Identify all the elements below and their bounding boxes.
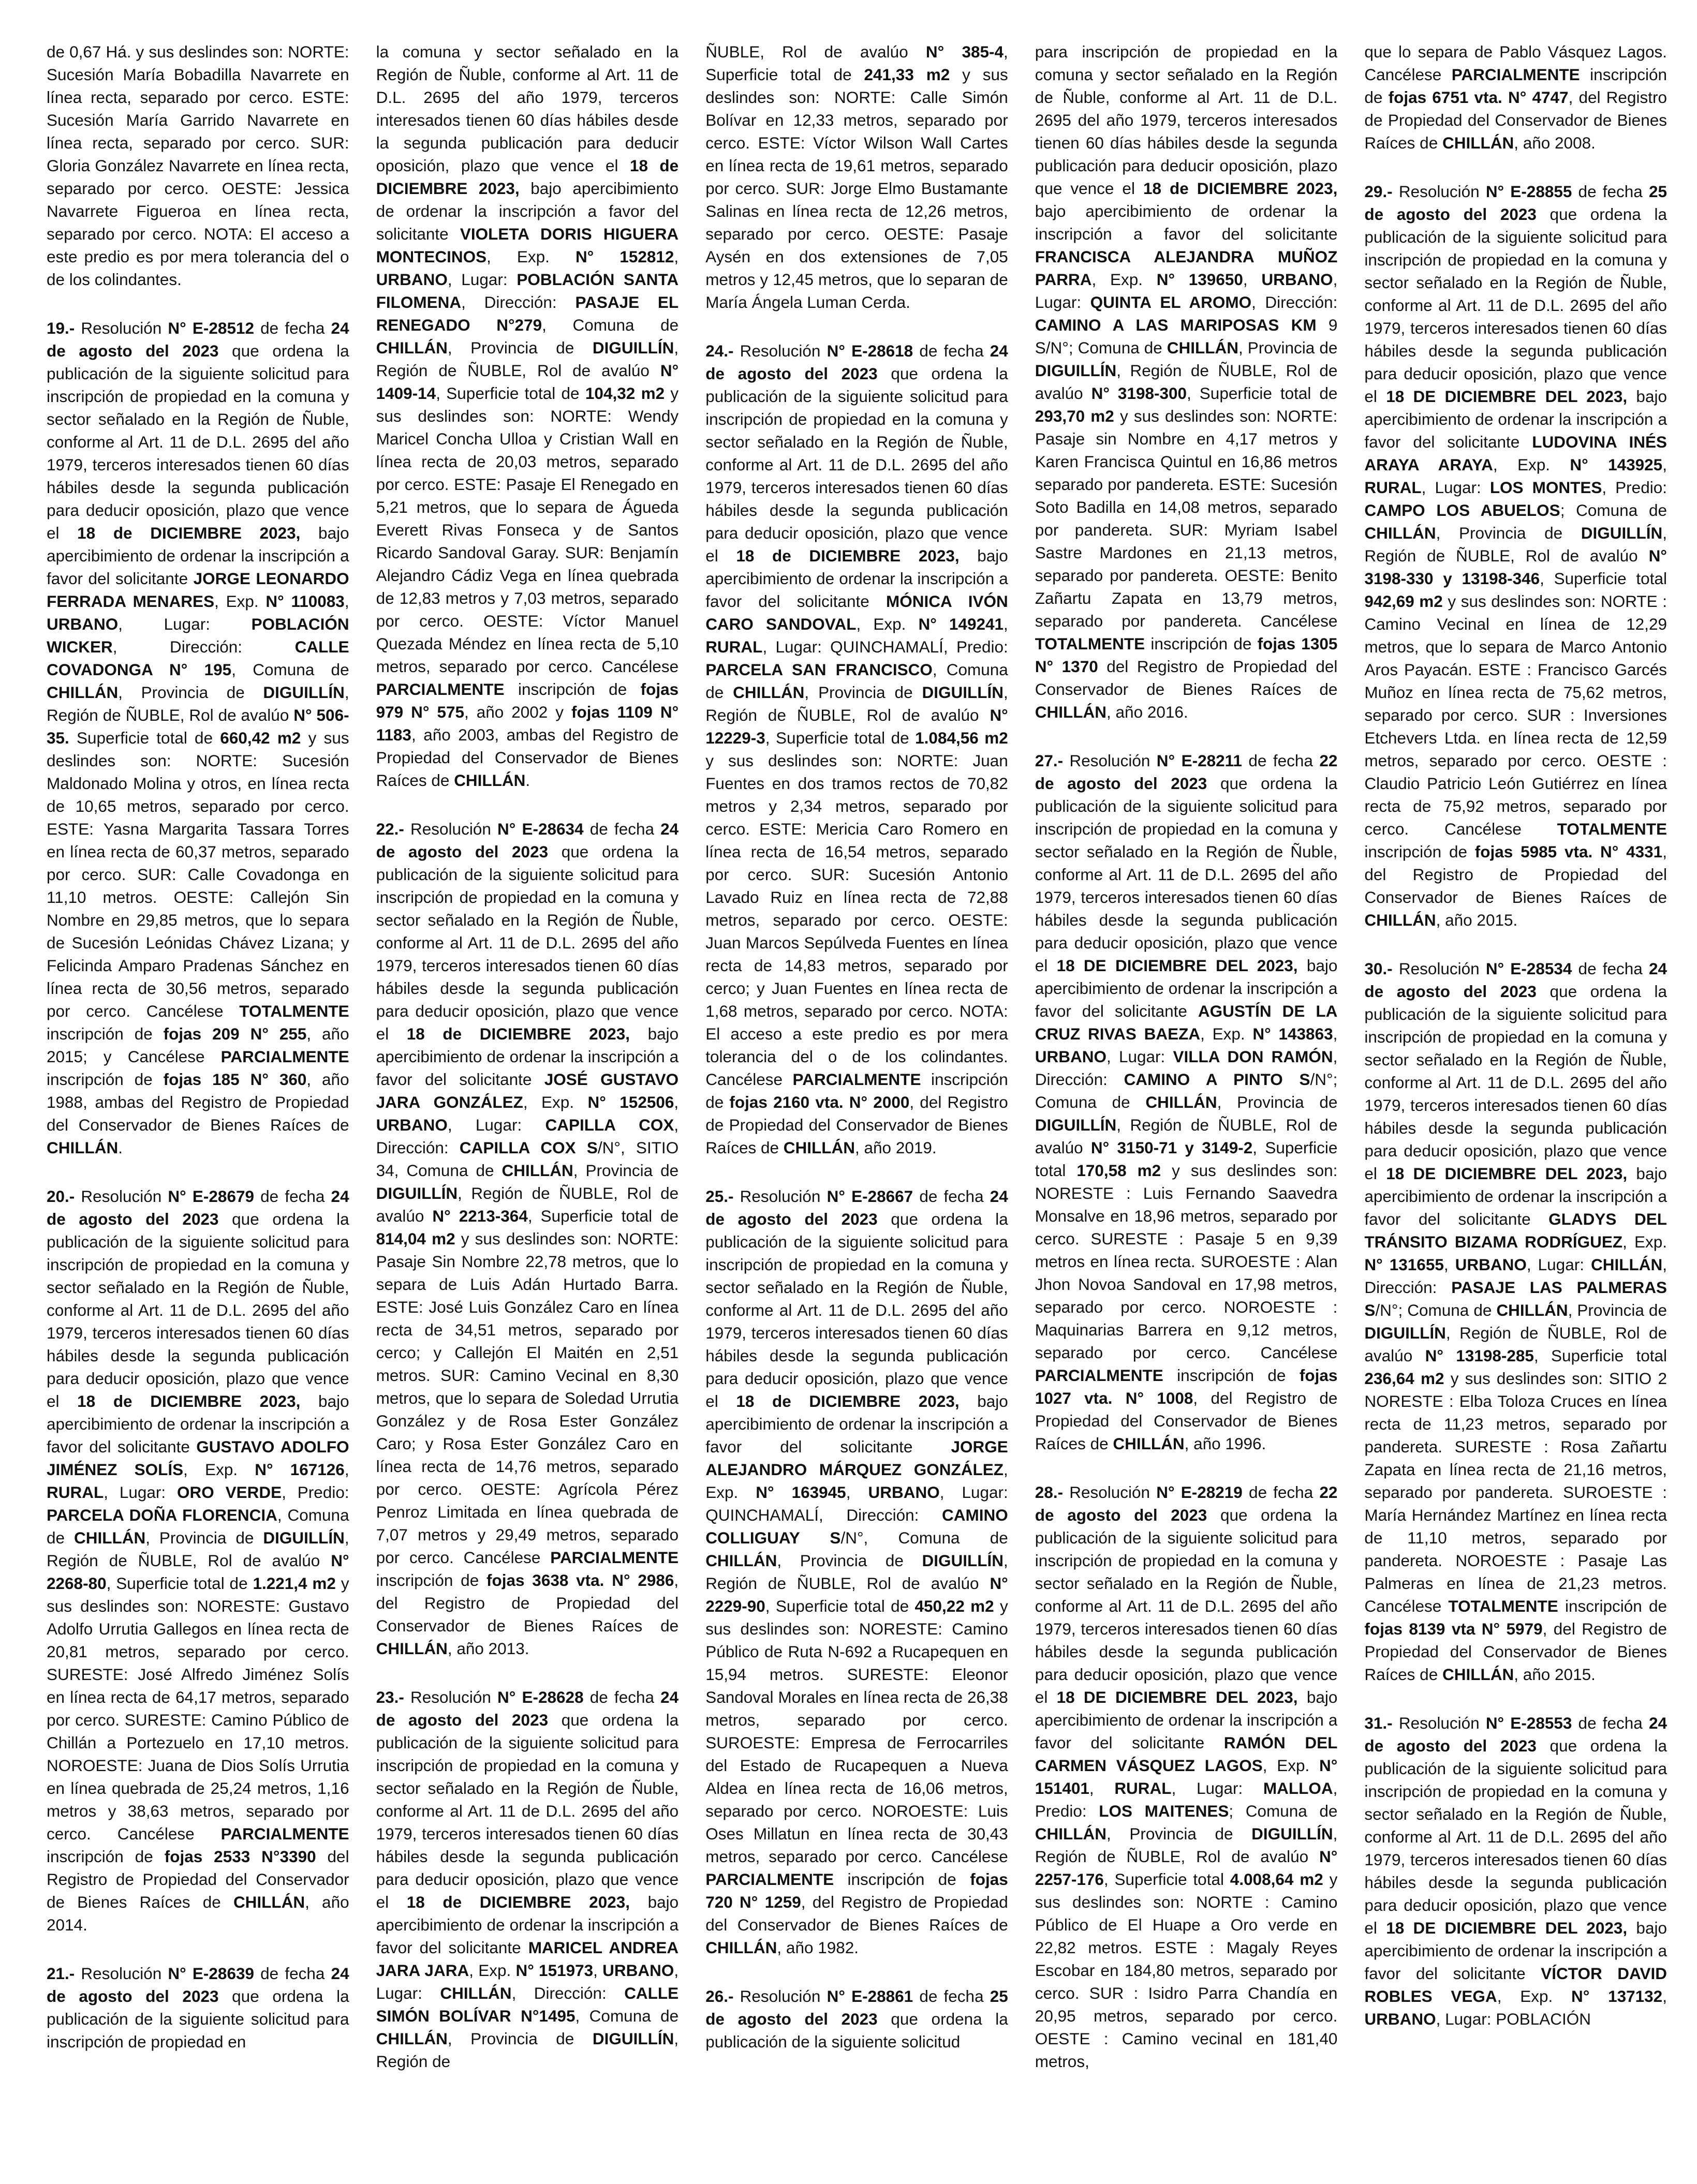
notice-paragraph: para inscripción de propiedad en la comuna y sector señalado en la Región de Ñuble, conforme al Art. 11 de D.L. 2695 del año 1979, terceros interesados tienen 60 días hábiles desde la segunda publicación para deducir oposición, plazo que vence el 18 de DICIEMBRE 2023, bajo apercibimiento de ordenar la inscripción a favor del solicitante FRANCISCA ALEJANDRA MUÑOZ PARRA, Exp. N° 139650, URBANO, Lugar: QUINTA EL AROMO, Dirección: CAMINO A LAS MARIPOSAS KM 9 S/N°; Comuna de CHILLÁN, Provincia de DIGUILLÍN, Región de ÑUBLE, Rol de avalúo N° 3198-300, Superficie total de 293,70 m2 y sus deslindes son: NORTE: Pasaje sin Nombre en 4,17 metros y Karen Francisca Quintul en 16,86 metros separado por pandereta. ESTE: Sucesión Soto Badilla en 14,08 metros, separado por pandereta. SUR: Myriam Isabel Sastre Mardones en 21,13 metros, separado por pandereta. OESTE: Benito Zañartu Zapata en 13,79 metros, separado por pandereta. Cancélese TOTALMENTE inscripción de fojas 1305 N° 1370 del Registro de Propiedad del Conservador de Bienes Raíces de CHILLÁN, año 2016. <box>1035 42 1338 721</box>
notice-paragraph: 27.- Resolución N° E-28211 de fecha 22 de agosto del 2023 que ordena la publicación de la siguiente solicitud para inscripción de propiedad en la comuna y sector señalado en la Región de Ñuble, conforme al Art. 11 de D.L. 2695 del año 1979, terceros interesados tienen 60 días hábiles desde la segunda publicación para deducir oposición, plazo que vence el 18 DE DICIEMBRE DEL 2023, bajo apercibimiento de ordenar la inscripción a favor del solicitante AGUSTÍN DE LA CRUZ RIVAS BAEZA, Exp. N° 143863, URBANO, Lugar: VILLA DON RAMÓN, Dirección: CAMINO A PINTO S/N°; Comuna de CHILLÁN, Provincia de DIGUILLÍN, Región de ÑUBLE, Rol de avalúo N° 3150-71 y 3149-2, Superficie total 170,58 m2 y sus deslindes son: NORESTE : Luis Fernando Saavedra Monsalve en 18,96 metros, separado por cerco. SURESTE : Pasaje 5 en 9,39 metros en línea recta. SUROESTE : Alan Jhon Novoa Sandoval en 17,98 metros, separado por cerco. NOROESTE : Maquinarias Barrera en 9,12 metros, separado por cerco. Cancélese PARCIALMENTE inscripción de fojas 1027 vta. N° 1008, del Registro de Propiedad del Conservador de Bienes Raíces de CHILLÁN, año 1996. <box>1035 751 1338 1453</box>
notice-paragraph: 28.- Resolución N° E-28219 de fecha 22 de agosto del 2023 que ordena la publicación de la siguiente solicitud para inscripción de propiedad en la comuna y sector señalado en la Región de Ñuble, conforme al Art. 11 de D.L. 2695 del año 1979, terceros interesados tienen 60 días hábiles desde la segunda publicación para deducir oposición, plazo que vence el 18 DE DICIEMBRE DEL 2023, bajo apercibimiento de ordenar la inscripción a favor del solicitante RAMÓN DEL CARMEN VÁSQUEZ LAGOS, Exp. N° 151401, RURAL, Lugar: MALLOA, Predio: LOS MAITENES; Comuna de CHILLÁN, Provincia de DIGUILLÍN, Región de ÑUBLE, Rol de avalúo N° 2257-176, Superficie total 4.008,64 m2 y sus deslindes son: NORTE : Camino Público de El Huape a Oro verde en 22,82 metros. ESTE : Magaly Reyes Escobar en 184,80 metros, separado por cerco. SUR : Isidro Parra Chandía en 20,95 metros, separado por cerco. OESTE : Camino vecinal en 181,40 metros, <box>1035 1483 1338 2071</box>
notice-paragraph: de 0,67 Há. y sus deslindes son: NORTE: Sucesión María Bobadilla Navarrete en línea recta, separado por cerco. ESTE: Sucesión María Garrido Navarrete en línea recta, separado por cerco. SUR: Gloria González Navarrete en línea recta, separado por cerco. OESTE: Jessica Navarrete Figueroa en línea recta, separado por cerco. NOTA: El acceso a este predio es por mera tolerancia del o de los colindantes. <box>47 42 349 289</box>
notice-paragraph: 31.- Resolución N° E-28553 de fecha 24 de agosto del 2023 que ordena la publicación de la siguiente solicitud para inscripción de propiedad en la comuna y sector señalado en la Región de Ñuble, conforme al Art. 11 de D.L. 2695 del año 1979, terceros interesados tienen 60 días hábiles desde la segunda publicación para deducir oposición, plazo que vence el 18 DE DICIEMBRE DEL 2023, bajo apercibimiento de ordenar la inscripción a favor del solicitante VÍCTOR DAVID ROBLES VEGA, Exp. N° 137132, URBANO, Lugar: POBLACIÓN <box>1364 1714 1667 2028</box>
notice-paragraph: 21.- Resolución N° E-28639 de fecha 24 de agosto del 2023 que ordena la publicación de la siguiente solicitud para inscripción de propiedad en <box>47 1964 349 2051</box>
notice-paragraph: que lo separa de Pablo Vásquez Lagos. Cancélese PARCIALMENTE inscripción de fojas 6751 vta. N° 4747, del Registro de Propiedad del Conservador de Bienes Raíces de CHILLÁN, año 2008. <box>1364 42 1667 152</box>
notice-paragraph: 22.- Resolución N° E-28634 de fecha 24 de agosto del 2023 que ordena la publicación de la siguiente solicitud para inscripción de propiedad en la comuna y sector señalado en la Región de Ñuble, conforme al Art. 11 de D.L. 2695 del año 1979, terceros interesados tienen 60 días hábiles desde la segunda publicación para deducir oposición, plazo que vence el 18 de DICIEMBRE 2023, bajo apercibimiento de ordenar la inscripción a favor del solicitante JOSÉ GUSTAVO JARA GONZÁLEZ, Exp. N° 152506, URBANO, Lugar: CAPILLA COX, Dirección: CAPILLA COX S/N°, SITIO 34, Comuna de CHILLÁN, Provincia de DIGUILLÍN, Región de ÑUBLE, Rol de avalúo N° 2213-364, Superficie total de 814,04 m2 y sus deslindes son: NORTE: Pasaje Sin Nombre 22,78 metros, que lo separa de Luis Adán Hurtado Barra. ESTE: José Luis González Caro en línea recta de 34,51 metros, separado por cerco; y Callejón El Maitén en 2,51 metros. SUR: Camino Vecinal en 8,30 metros, que lo separa de Soledad Urrutia González y de Rosa Ester González Caro; y Rosa Ester González Caro en línea recta de 14,76 metros, separado por cerco. OESTE: Agrícola Pérez Penroz Limitada en línea quebrada de 7,07 metros y 29,49 metros, separado por cerco. Cancélese PARCIALMENTE inscripción de fojas 3638 vta. N° 2986, del Registro de Propiedad del Conservador de Bienes Raíces de CHILLÁN, año 2013. <box>376 820 679 1658</box>
column-2 <box>376 40 679 2163</box>
column-3 <box>705 40 1008 2163</box>
notice-paragraph: 25.- Resolución N° E-28667 de fecha 24 de agosto del 2023 que ordena la publicación de la siguiente solicitud para inscripción de propiedad en la comuna y sector señalado en la Región de Ñuble, conforme al Art. 11 de D.L. 2695 del año 1979, terceros interesados tienen 60 días hábiles desde la segunda publicación para deducir oposición, plazo que vence el 18 de DICIEMBRE 2023, bajo apercibimiento de ordenar la inscripción a favor del solicitante JORGE ALEJANDRO MÁRQUEZ GONZÁLEZ, Exp. N° 163945, URBANO, Lugar: QUINCHAMALÍ, Dirección: CAMINO COLLIGUAY S/N°, Comuna de CHILLÁN, Provincia de DIGUILLÍN, Región de ÑUBLE, Rol de avalúo N° 2229-90, Superficie total de 450,22 m2 y sus deslindes son: NORESTE: Camino Público de Ruta N-692 a Rucapequen en 15,94 metros. SURESTE: Eleonor Sandoval Morales en línea recta de 26,38 metros, separado por cerco. SUROESTE: Empresa de Ferrocarriles del Estado de Rucapequen a Nueva Aldea en línea recta de 16,06 metros, separado por cerco. NOROESTE: Luis Oses Millatun en línea recta de 30,43 metros, separado por cerco. Cancélese PARCIALMENTE inscripción de fojas 720 N° 1259, del Registro de Propiedad del Conservador de Bienes Raíces de CHILLÁN, año 1982. <box>705 1187 1008 1957</box>
column-1 <box>47 40 349 2163</box>
notice-paragraph: 26.- Resolución N° E-28861 de fecha 25 de agosto del 2023 que ordena la publicación de la siguiente solicitud <box>705 1987 1008 2051</box>
notice-paragraph: 19.- Resolución N° E-28512 de fecha 24 de agosto del 2023 que ordena la publicación de la siguiente solicitud para inscripción de propiedad en la comuna y sector señalado en la Región de Ñuble, conforme al Art. 11 de D.L. 2695 del año 1979, terceros interesados tienen 60 días hábiles desde la segunda publicación para deducir oposición, plazo que vence el 18 de DICIEMBRE 2023, bajo apercibimiento de ordenar la inscripción a favor del solicitante JORGE LEONARDO FERRADA MENARES, Exp. N° 110083, URBANO, Lugar: POBLACIÓN WICKER, Dirección: CALLE COVADONGA N° 195, Comuna de CHILLÁN, Provincia de DIGUILLÍN, Región de ÑUBLE, Rol de avalúo N° 506-35. Superficie total de 660,42 m2 y sus deslindes son: NORTE: Sucesión Maldonado Molina y otros, en línea recta de 10,65 metros, separado por cerco. ESTE: Yasna Margarita Tassara Torres en línea recta de 60,37 metros, separado por cerco. SUR: Calle Covadonga en 11,10 metros. OESTE: Callejón Sin Nombre en 29,85 metros, que lo separa de Sucesión Leónidas Chávez Lizana; y Felicinda Amparo Pradenas Sánchez en línea recta de 30,56 metros, separado por cerco. Cancélese TOTALMENTE inscripción de fojas 209 N° 255, año 2015; y Cancélese PARCIALMENTE inscripción de fojas 185 N° 360, año 1988, ambas del Registro de Propiedad del Conservador de Bienes Raíces de CHILLÁN. <box>47 319 349 1157</box>
notice-paragraph: 20.- Resolución N° E-28679 de fecha 24 de agosto del 2023 que ordena la publicación de la siguiente solicitud para inscripción de propiedad en la comuna y sector señalado en la Región de Ñuble, conforme al Art. 11 de D.L. 2695 del año 1979, terceros interesados tienen 60 días hábiles desde la segunda publicación para deducir oposición, plazo que vence el 18 de DICIEMBRE 2023, bajo apercibimiento de ordenar la inscripción a favor del solicitante GUSTAVO ADOLFO JIMÉNEZ SOLÍS, Exp. N° 167126, RURAL, Lugar: ORO VERDE, Predio: PARCELA DOÑA FLORENCIA, Comuna de CHILLÁN, Provincia de DIGUILLÍN, Región de ÑUBLE, Rol de avalúo N° 2268-80, Superficie total de 1.221,4 m2 y sus deslindes son: NORESTE: Gustavo Adolfo Urrutia Gallegos en línea recta de 20,81 metros, separado por cerco. SURESTE: José Alfredo Jiménez Solís en línea recta de 64,17 metros, separado por cerco. SURESTE: Camino Público de Chillán a Portezuelo en 17,10 metros. NOROESTE: Juana de Dios Solís Urrutia en línea quebrada de 25,24 metros, 1,16 metros y 38,63 metros, separado por cerco. Cancélese PARCIALMENTE inscripción de fojas 2533 N°3390 del Registro de Propiedad del Conservador de Bienes Raíces de CHILLÁN, año 2014. <box>47 1187 349 1934</box>
column-5 <box>1364 40 1667 2163</box>
column-4 <box>1035 40 1338 2163</box>
notice-paragraph: 23.- Resolución N° E-28628 de fecha 24 de agosto del 2023 que ordena la publicación de la siguiente solicitud para inscripción de propiedad en la comuna y sector señalado en la Región de Ñuble, conforme al Art. 11 de D.L. 2695 del año 1979, terceros interesados tienen 60 días hábiles desde la segunda publicación para deducir oposición, plazo que vence el 18 de DICIEMBRE 2023, bajo apercibimiento de ordenar la inscripción a favor del solicitante MARICEL ANDREA JARA JARA, Exp. N° 151973, URBANO, Lugar: CHILLÁN, Dirección: CALLE SIMÓN BOLÍVAR N°1495, Comuna de CHILLÁN, Provincia de DIGUILLÍN, Región de <box>376 1688 679 2071</box>
notice-paragraph: 24.- Resolución N° E-28618 de fecha 24 de agosto del 2023 que ordena la publicación de la siguiente solicitud para inscripción de propiedad en la comuna y sector señalado en la Región de Ñuble, conforme al Art. 11 de D.L. 2695 del año 1979, terceros interesados tienen 60 días hábiles desde la segunda publicación para deducir oposición, plazo que vence el 18 de DICIEMBRE 2023, bajo apercibimiento de ordenar la inscripción a favor del solicitante MÓNICA IVÓN CARO SANDOVAL, Exp. N° 149241, RURAL, Lugar: QUINCHAMALÍ, Predio: PARCELA SAN FRANCISCO, Comuna de CHILLÁN, Provincia de DIGUILLÍN, Región de ÑUBLE, Rol de avalúo N° 12229-3, Superficie total de 1.084,56 m2 y sus deslindes son: NORTE: Juan Fuentes en dos tramos rectos de 70,82 metros y 2,34 metros, separado por cerco. ESTE: Mericia Caro Romero en línea recta de 16,54 metros, separado por cerco. SUR: Sucesión Antonio Lavado Ruiz en línea recta de 72,88 metros, separado por cerco. OESTE: Juan Marcos Sepúlveda Fuentes en línea recta de 14,83 metros, separado por cerco; y Juan Fuentes en línea recta de 1,68 metros, separado por cerco. NOTA: El acceso a este predio es por mera tolerancia del o de los colindantes. Cancélese PARCIALMENTE inscripción de fojas 2160 vta. N° 2000, del Registro de Propiedad del Conservador de Bienes Raíces de CHILLÁN, año 2019. <box>705 341 1008 1157</box>
notice-paragraph: ÑUBLE, Rol de avalúo N° 385-4, Superficie total de 241,33 m2 y sus deslindes son: NORTE: Calle Simón Bolívar en 12,33 metros, separado por cerco. ESTE: Víctor Wilson Wall Cartes en línea recta de 19,61 metros, separado por cerco. SUR: Jorge Elmo Bustamante Salinas en línea recta de 12,26 metros, separado por cerco. OESTE: Pasaje Aysén en dos extensiones de 7,05 metros y 12,45 metros, que lo separan de María Ángela Luman Cerda. <box>705 42 1008 311</box>
notice-paragraph: 30.- Resolución N° E-28534 de fecha 24 de agosto del 2023 que ordena la publicación de la siguiente solicitud para inscripción de propiedad en la comuna y sector señalado en la Región de Ñuble, conforme al Art. 11 de D.L. 2695 del año 1979, terceros interesados tienen 60 días hábiles desde la segunda publicación para deducir oposición, plazo que vence el 18 DE DICIEMBRE DEL 2023, bajo apercibimiento de ordenar la inscripción a favor del solicitante GLADYS DEL TRÁNSITO BIZAMA RODRÍGUEZ, Exp. N° 131655, URBANO, Lugar: CHILLÁN, Dirección: PASAJE LAS PALMERAS S/N°; Comuna de CHILLÁN, Provincia de DIGUILLÍN, Región de ÑUBLE, Rol de avalúo N° 13198-285, Superficie total 236,64 m2 y sus deslindes son: SITIO 2 NORESTE : Elba Toloza Cruces en línea recta de 11,23 metros, separado por pandereta. SURESTE : Rosa Zañartu Zapata en línea recta de 21,16 metros, separado por pandereta. SUROESTE : María Hernández Martínez en línea recta de 11,10 metros, separado por pandereta. NOROESTE : Pasaje Las Palmeras en línea de 21,23 metros. Cancélese TOTALMENTE inscripción de fojas 8139 vta N° 5979, del Registro de Propiedad del Conservador de Bienes Raíces de CHILLÁN, año 2015. <box>1364 959 1667 1684</box>
notice-paragraph: 29.- Resolución N° E-28855 de fecha 25 de agosto del 2023 que ordena la publicación de la siguiente solicitud para inscripción de propiedad en la comuna y sector señalado en la Región de Ñuble, conforme al Art. 11 de D.L. 2695 del año 1979, terceros interesados tienen 60 días hábiles desde la segunda publicación para deducir oposición, plazo que vence el 18 DE DICIEMBRE DEL 2023, bajo apercibimiento de ordenar la inscripción a favor del solicitante LUDOVINA INÉS ARAYA ARAYA, Exp. N° 143925, RURAL, Lugar: LOS MONTES, Predio: CAMPO LOS ABUELOS; Comuna de CHILLÁN, Provincia de DIGUILLÍN, Región de ÑUBLE, Rol de avalúo N° 3198-330 y 13198-346, Superficie total 942,69 m2 y sus deslindes son: NORTE : Camino Vecinal en línea de 12,29 metros, que lo separa de Marco Antonio Aros Payacán. ESTE : Francisco Garcés Muñoz en línea recta de 75,62 metros, separado por cerco. SUR : Inversiones Etchevers Ltda. en línea recta de 12,59 metros, separado por cerco. OESTE : Claudio Patricio León Gutiérrez en línea recta de 75,92 metros, separado por cerco. Cancélese TOTALMENTE inscripción de fojas 5985 vta. N° 4331, del Registro de Propiedad del Conservador de Bienes Raíces de CHILLÁN, año 2015. <box>1364 182 1667 929</box>
notice-paragraph: la comuna y sector señalado en la Región de Ñuble, conforme al Art. 11 de D.L. 2695 del año 1979, terceros interesados tienen 60 días hábiles desde la segunda publicación para deducir oposición, plazo que vence el 18 de DICIEMBRE 2023, bajo apercibimiento de ordenar la inscripción a favor del solicitante VIOLETA DORIS HIGUERA MONTECINOS, Exp. N° 152812, URBANO, Lugar: POBLACIÓN SANTA FILOMENA, Dirección: PASAJE EL RENEGADO N°279, Comuna de CHILLÁN, Provincia de DIGUILLÍN, Región de ÑUBLE, Rol de avalúo N° 1409-14, Superficie total de 104,32 m2 y sus deslindes son: NORTE: Wendy Maricel Concha Ulloa y Cristian Wall en línea recta de 20,03 metros, separado por cerco. ESTE: Pasaje El Renegado en 5,21 metros, que lo separa de Águeda Everett Rivas Fonseca y de Santos Ricardo Sandoval Garay. SUR: Benjamín Alejandro Cádiz Vega en línea quebrada de 12,83 metros y 7,03 metros, separado por cerco. OESTE: Víctor Manuel Quezada Méndez en línea recta de 5,10 metros, separado por cerco. Cancélese PARCIALMENTE inscripción de fojas 979 N° 575, año 2002 y fojas 1109 N° 1183, año 2003, ambas del Registro de Propiedad del Conservador de Bienes Raíces de CHILLÁN. <box>376 42 679 790</box>
